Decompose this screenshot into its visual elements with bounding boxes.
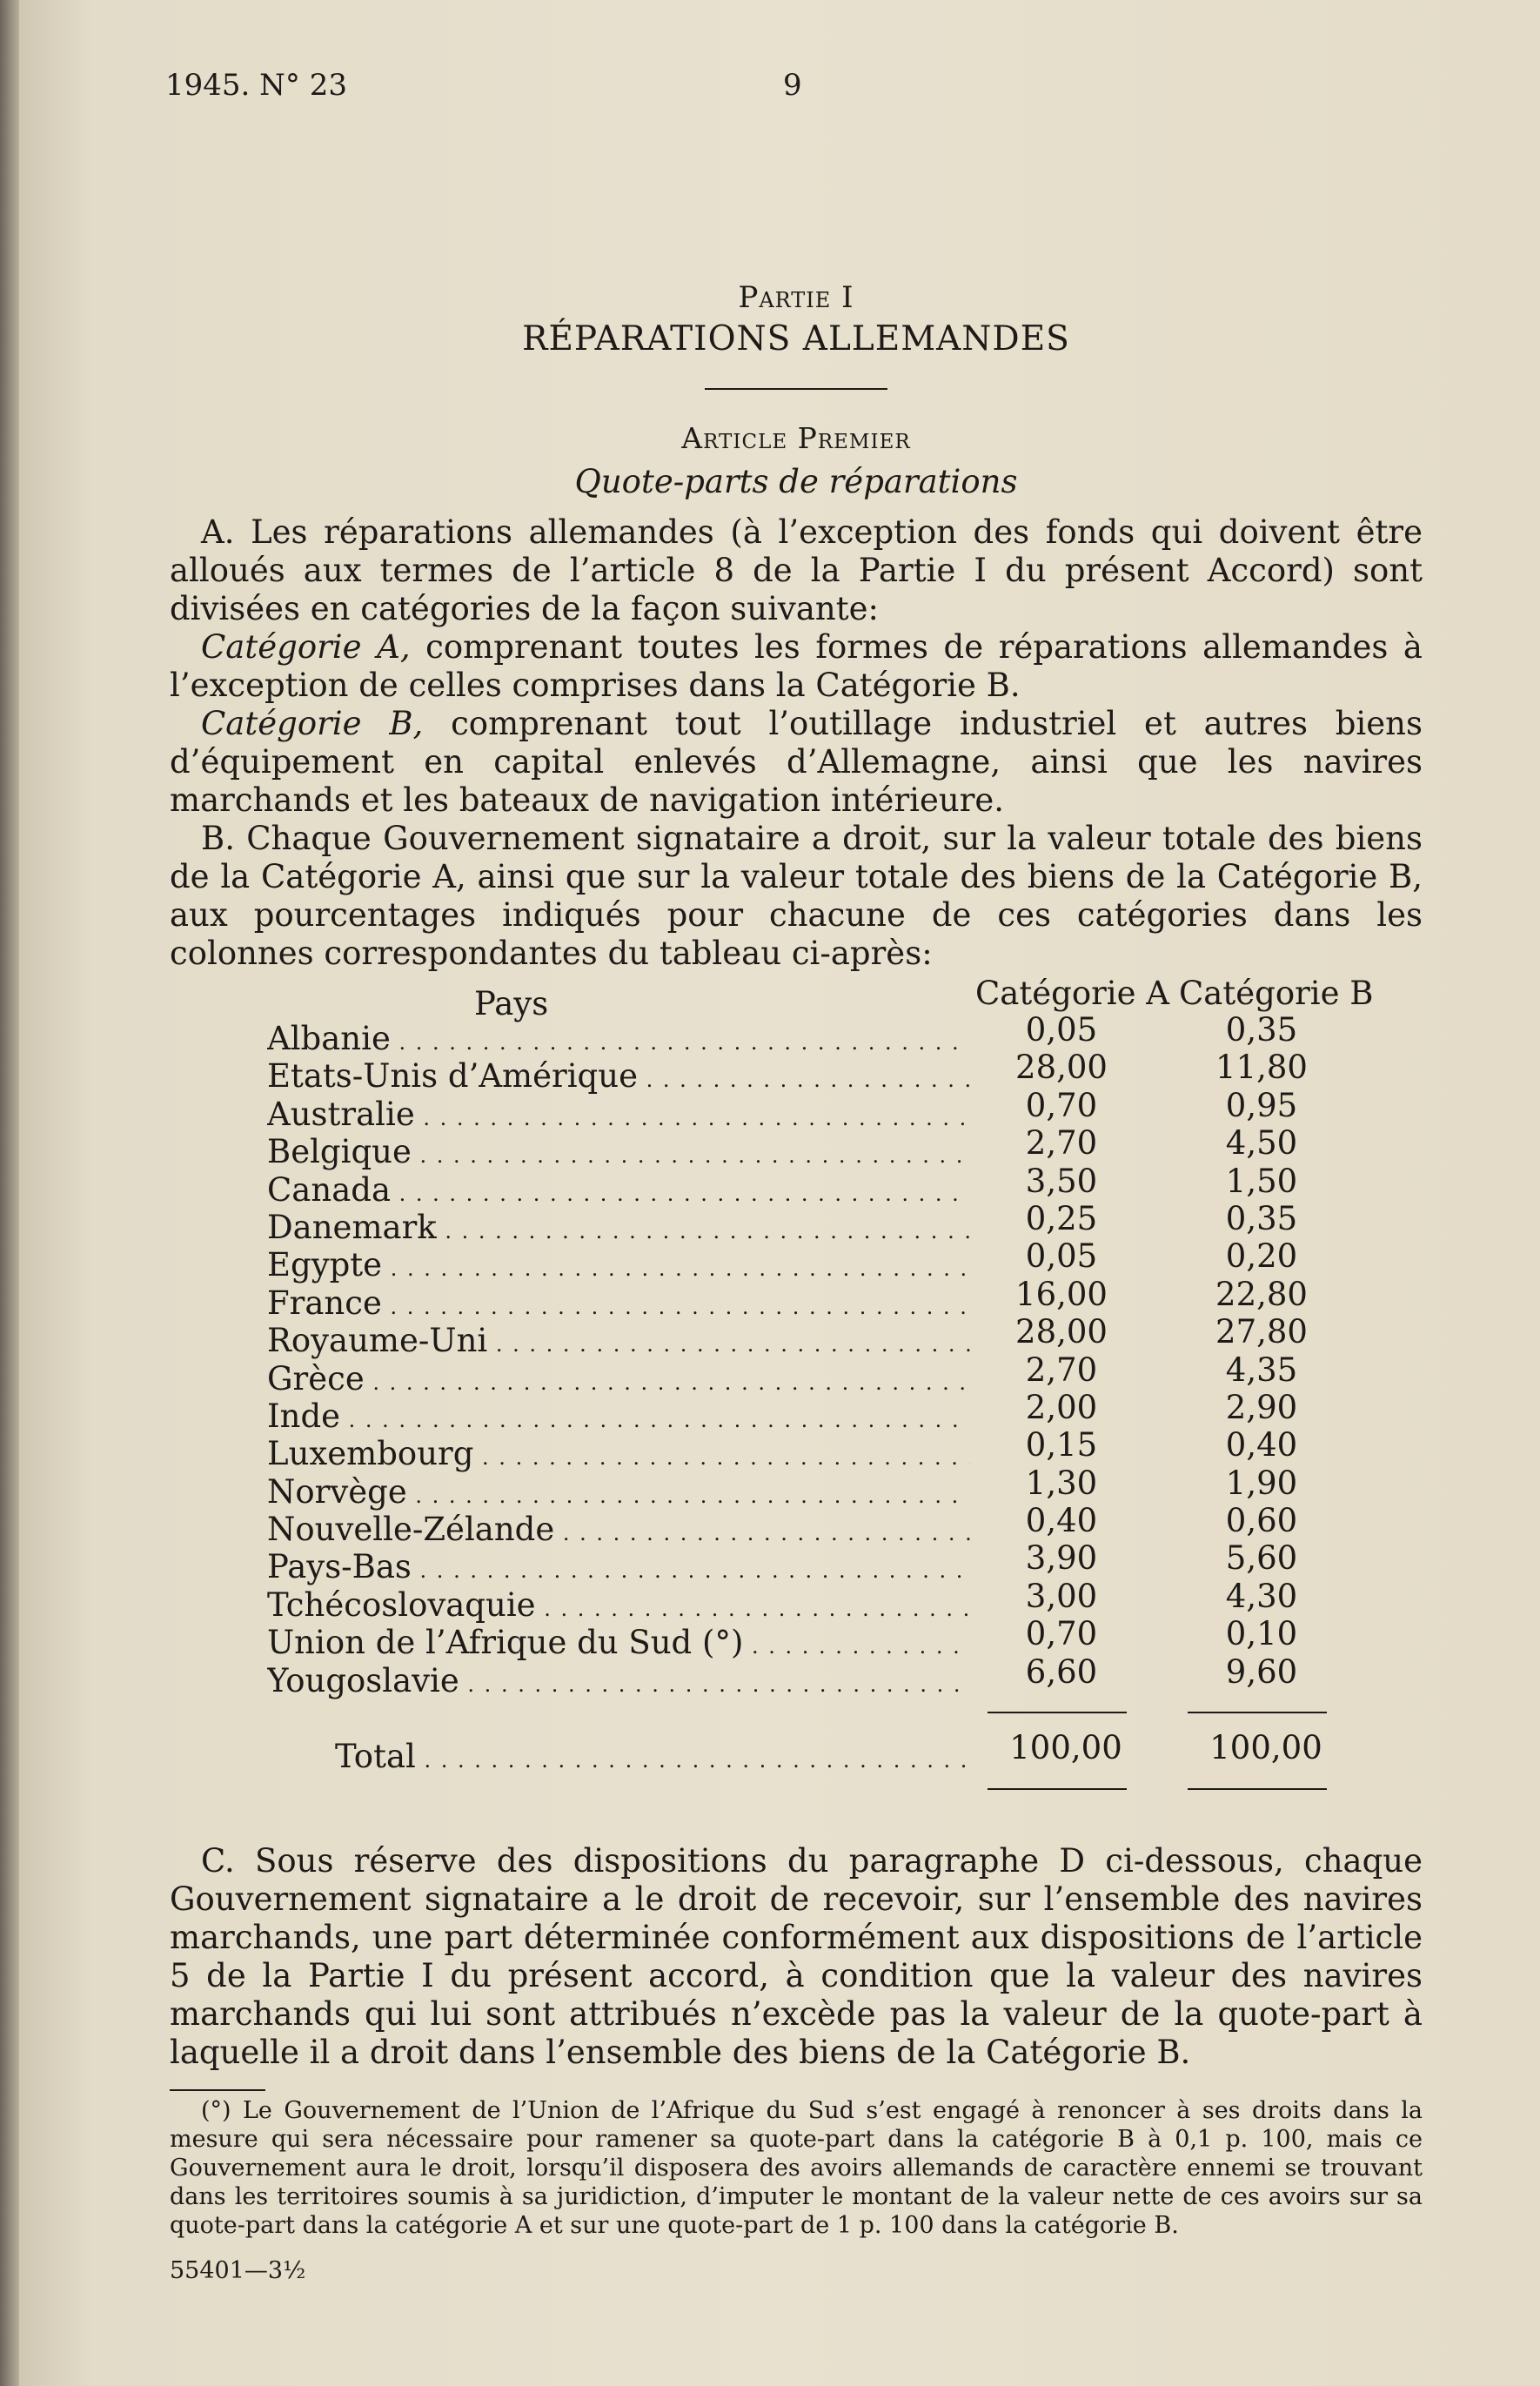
country-name: Luxembourg . . . <box>267 1435 970 1477</box>
country-name: Inde . . . <box>267 1397 970 1439</box>
country-name: Royaume-Uni . . . <box>267 1322 970 1364</box>
category-b-value: 0,35 <box>1225 1011 1298 1049</box>
country-name: Yougoslavie . . . <box>267 1662 970 1704</box>
category-a-value: 3,50 <box>1025 1162 1098 1200</box>
category-b-value: 0,40 <box>1225 1426 1298 1464</box>
sum-rule-b <box>1188 1712 1327 1713</box>
category-b-value: 4,50 <box>1225 1124 1298 1163</box>
country-name: Egypte . . . <box>267 1246 970 1288</box>
issue-number: 1945. N° 23 <box>165 68 347 103</box>
country-name: Union de l’Afrique du Sud (°) . . . <box>267 1624 970 1666</box>
country-name: Tchécoslovaquie . . . <box>267 1586 970 1628</box>
category-a-value: 28,00 <box>1015 1049 1108 1087</box>
category-b-value: 4,30 <box>1225 1577 1298 1615</box>
country-name: France . . . <box>267 1284 970 1326</box>
category-b-value: 22,80 <box>1215 1275 1308 1313</box>
category-b-value: 4,35 <box>1225 1351 1298 1389</box>
binding-edge <box>0 0 19 2386</box>
category-a-paragraph <box>170 628 1423 705</box>
total-category-b: 100,00 <box>1209 1729 1322 1767</box>
category-b-label: Catégorie B, <box>201 705 424 742</box>
total-underline-b <box>1188 1788 1327 1790</box>
section-divider <box>705 388 887 390</box>
category-b-value: 1,50 <box>1225 1162 1298 1200</box>
paragraph-a: A. Les réparations allemandes (à l’exception des fonds qui doivent être alloués aux termes de l’article 8 de la Partie I du présent Accord) sont divisées en catégories de la façon suivante: <box>170 513 1423 627</box>
category-a-value: 0,70 <box>1025 1086 1098 1124</box>
category-b-value: 1,90 <box>1225 1464 1298 1502</box>
paragraph-c: C. Sous réserve des dispositions du paragraphe D ci-dessous, chaque Gouvernement signataire a le droit de recevoir, sur l’ensemble des navires marchands, une part déterminée conformément aux dispositions de l’article 5 de la Partie I du présent accord, à condition que la valeur des navires marchands qui lui sont attribués n’excède pas la valeur de la quote-part à laquelle il a droit dans l’ensemble des biens de la Catégorie B. <box>170 1842 1423 2072</box>
country-name: Australie . . . <box>267 1096 970 1137</box>
category-a-value: 0,40 <box>1025 1502 1098 1540</box>
category-a-value: 2,70 <box>1025 1351 1098 1389</box>
paragraph-b: B. Chaque Gouvernement signataire a droit, sur la valeur totale des biens de la Catégorie A, ainsi que sur la valeur totale des biens de la Catégorie B, aux pourcentages indiqués pour chacune de ces catégories dans les colonnes correspondantes du tableau ci-après: <box>170 820 1423 972</box>
category-a-label: Catégorie A, <box>201 628 411 666</box>
category-a-value: 3,00 <box>1025 1577 1098 1615</box>
category-a-value: 28,00 <box>1015 1313 1108 1351</box>
article-subtitle: Quote-parts de réparations <box>574 463 1018 500</box>
footnote: (°) Le Gouvernement de l’Union de l’Afrique du Sud s’est engagé à renoncer à ses droits dans la mesure qui sera nécessaire pour ramener sa quote-part dans la catégorie B à 0,1 p. 100, mais ce Gouvernement aura le droit, lorsqu’il disposera des avoirs allemands de caractère ennemi se trouvant dans les territoires soumis à sa juridiction, d’imputer le montant de la valeur nette de ces avoirs sur sa quote-part dans la catégorie A et sur une quote-part de 1 p. 100 dans la catégorie B. <box>170 2097 1423 2240</box>
category-b-value: 0,20 <box>1225 1237 1298 1276</box>
category-a-value: 0,15 <box>1025 1426 1098 1464</box>
category-a-value: 0,70 <box>1025 1615 1098 1653</box>
total-label: Total . . . <box>335 1738 970 1779</box>
country-name: Etats-Unis d’Amérique . . . <box>267 1057 970 1099</box>
country-name: Grèce . . . <box>267 1360 970 1402</box>
category-b-value: 0,95 <box>1225 1086 1298 1124</box>
country-name: Belgique . . . <box>267 1133 970 1175</box>
reparations-table <box>170 975 1423 1818</box>
category-b-value: 0,60 <box>1225 1502 1298 1540</box>
country-name: Albanie . . . <box>267 1020 970 1062</box>
country-name: Nouvelle-Zélande . . . <box>267 1511 970 1552</box>
header-category-a: Catégorie A <box>975 975 1169 1012</box>
header-category-b: Catégorie B <box>1179 975 1374 1012</box>
category-a-value: 1,30 <box>1025 1464 1098 1502</box>
category-a-value: 0,05 <box>1025 1011 1098 1049</box>
country-name: Canada . . . <box>267 1171 970 1213</box>
category-b-value: 9,60 <box>1225 1652 1298 1691</box>
category-b-value: 27,80 <box>1215 1313 1308 1351</box>
category-b-value: 0,35 <box>1225 1199 1298 1237</box>
table-rows <box>170 1011 1423 1699</box>
total-category-a: 100,00 <box>1009 1729 1122 1767</box>
total-row <box>170 1729 1423 1783</box>
total-underline <box>170 1783 1423 1818</box>
category-a-value: 0,25 <box>1025 1199 1098 1237</box>
category-a-value: 2,70 <box>1025 1124 1098 1163</box>
category-a-value: 6,60 <box>1025 1652 1098 1691</box>
total-underline-a <box>988 1788 1127 1790</box>
category-b-paragraph <box>170 705 1423 820</box>
category-a-text: comprenant toutes les formes de réparations allemandes à l’exception de celles comprises dans la Catégorie B. <box>170 628 1423 704</box>
category-b-text: comprenant tout l’outillage industriel et autres biens d’équipement en capital enlevés d’Allemagne, ainsi que les navires marchands et les bateaux de navigation intérieure. <box>170 705 1423 819</box>
category-a-value: 3,90 <box>1025 1539 1098 1578</box>
category-b-value: 0,10 <box>1225 1615 1298 1653</box>
category-a-value: 0,05 <box>1025 1237 1098 1276</box>
page-body <box>170 278 1423 2290</box>
page-number: 9 <box>783 68 802 103</box>
article-label: Article Premier <box>681 421 911 455</box>
category-a-value: 2,00 <box>1025 1388 1098 1426</box>
category-a-value: 16,00 <box>1015 1275 1108 1313</box>
header-country: Pays <box>474 985 549 1022</box>
table-row <box>170 1652 1423 1699</box>
sum-rule-a <box>988 1712 1127 1713</box>
category-b-value: 2,90 <box>1225 1388 1298 1426</box>
country-name: Pays-Bas . . . <box>267 1548 970 1590</box>
footnote-rule <box>170 2089 265 2091</box>
country-name: Norvège . . . <box>267 1473 970 1515</box>
part-label: Partie I <box>738 280 854 315</box>
country-name: Danemark . . . <box>267 1209 970 1250</box>
category-b-value: 5,60 <box>1225 1539 1298 1578</box>
page-header <box>165 68 1401 111</box>
part-title: RÉPARATIONS ALLEMANDES <box>522 319 1070 359</box>
print-code: 55401—3½ <box>170 2257 306 2285</box>
category-b-value: 11,80 <box>1215 1049 1308 1087</box>
